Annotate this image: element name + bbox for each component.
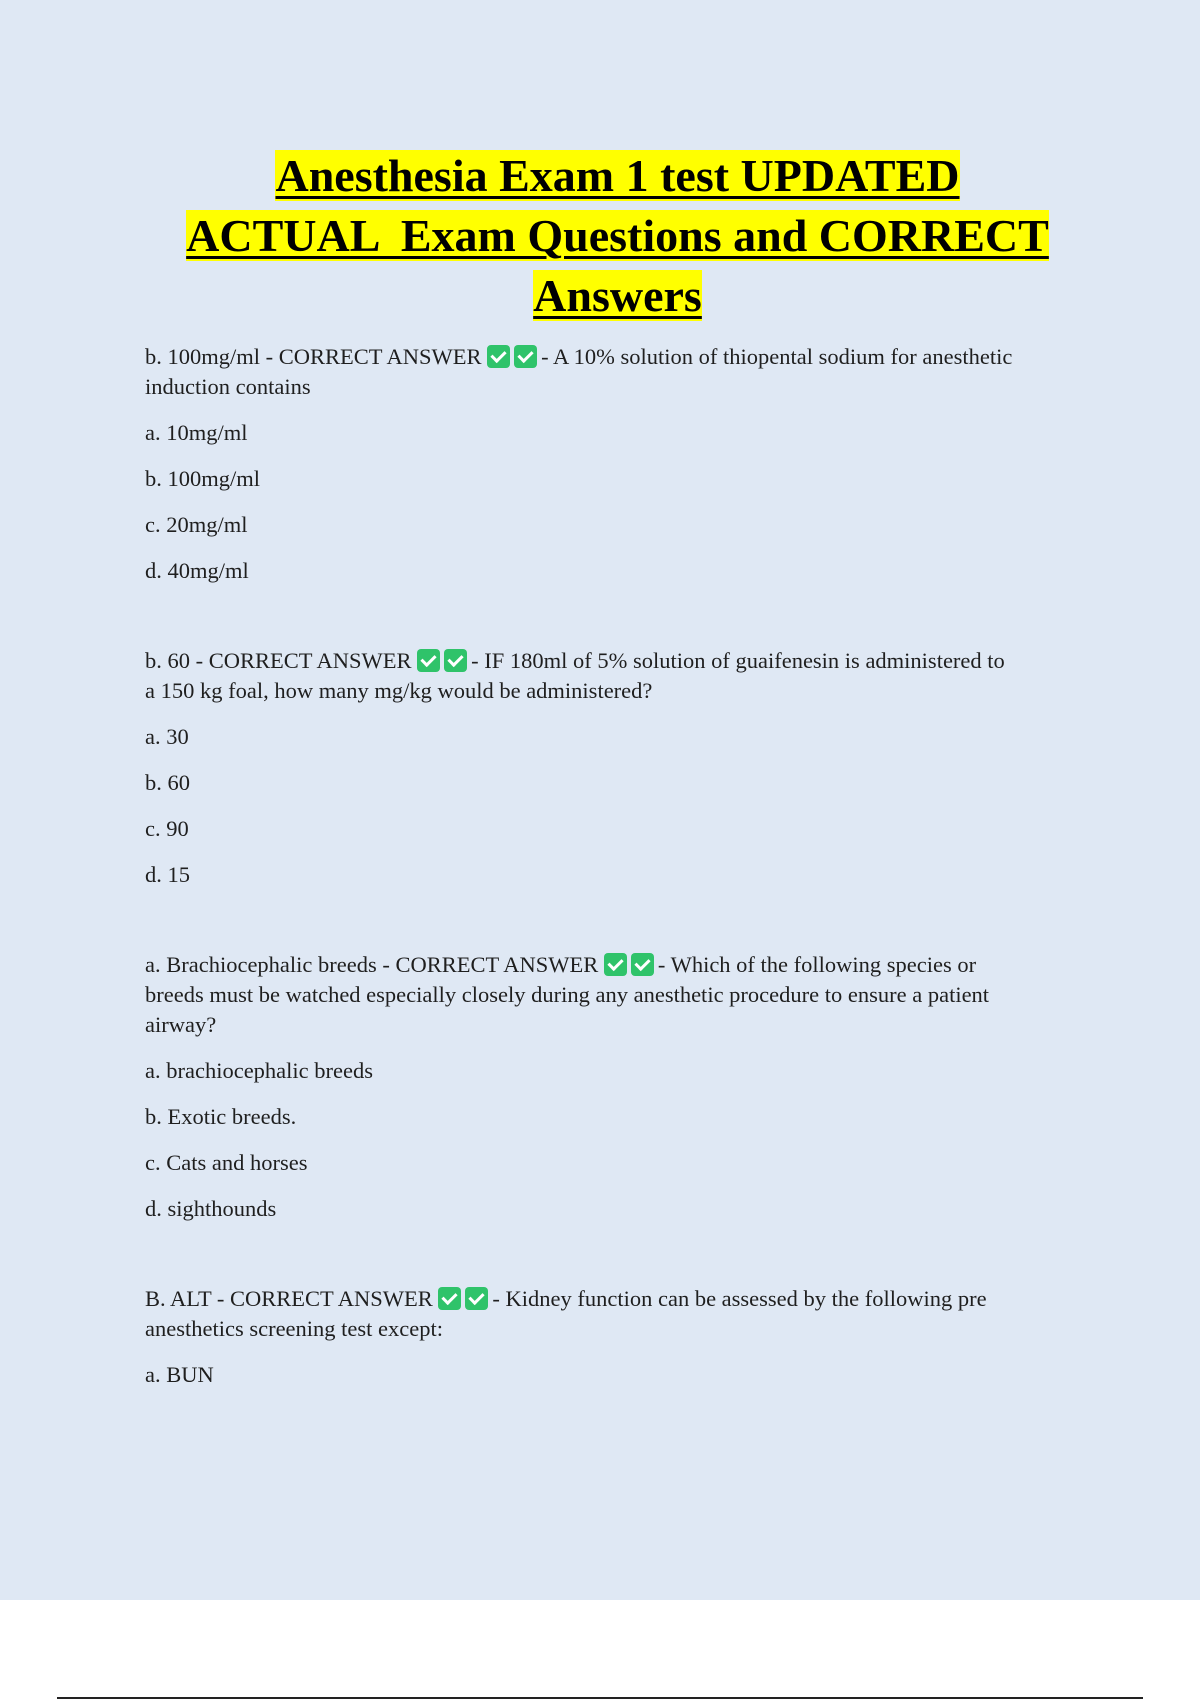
correct-answer-text: b. 60 - CORRECT ANSWER [145, 648, 412, 673]
answer-option: d. sighthounds [145, 1196, 277, 1221]
check-box-icon [438, 1287, 461, 1310]
question-prompt: - IF 180ml of 5% solution of guaifenesin is administered to [471, 648, 1005, 673]
question-prompt-continued: breeds must be watched especially closely during any anesthetic procedure to ensure a patient [145, 982, 990, 1007]
title-line-1: Anesthesia Exam 1 test UPDATED [275, 150, 960, 201]
question-item [145, 342, 1095, 586]
title-line-3: Answers [533, 270, 702, 321]
answer-option: a. BUN [145, 1362, 214, 1387]
check-box-icon [604, 953, 627, 976]
question-item [145, 1284, 1095, 1390]
question-prompt-continued: a 150 kg foal, how many mg/kg would be administered? [145, 678, 653, 703]
question-prompt: - Which of the following species or [657, 952, 977, 977]
answer-option: d. 40mg/ml [145, 558, 249, 583]
correct-answer-text: a. Brachiocephalic breeds - CORRECT ANSWER [145, 952, 599, 977]
title-line-2: ACTUAL Exam Questions and CORRECT [186, 210, 1049, 261]
answer-option: b. 60 [145, 770, 190, 795]
correct-answer-text: B. ALT - CORRECT ANSWER [145, 1286, 433, 1311]
check-box-icon [444, 649, 467, 672]
answer-option: a. 30 [145, 724, 189, 749]
check-box-icon [417, 649, 440, 672]
question-item [145, 646, 1095, 890]
question-item [145, 950, 1095, 1224]
check-box-icon [487, 345, 510, 368]
question-text [145, 342, 1095, 402]
answer-option: a. brachiocephalic breeds [145, 1058, 373, 1083]
answer-option: a. 10mg/ml [145, 420, 248, 445]
question-text [145, 646, 1095, 706]
answer-option: c. 90 [145, 816, 189, 841]
check-box-icon [514, 345, 537, 368]
question-text [145, 1284, 1095, 1344]
answer-option: c. 20mg/ml [145, 512, 248, 537]
correct-answer-text: b. 100mg/ml - CORRECT ANSWER [145, 344, 482, 369]
question-prompt-continued: airway? [145, 1012, 217, 1037]
page-divider [57, 1697, 1143, 1699]
question-prompt: - Kidney function can be assessed by the following pre [492, 1286, 987, 1311]
answer-option: d. 15 [145, 862, 190, 887]
question-prompt: - A 10% solution of thiopental sodium for anesthetic [541, 344, 1013, 369]
question-list [145, 342, 1095, 1390]
check-box-icon [631, 953, 654, 976]
question-prompt-continued: induction contains [145, 374, 311, 399]
answer-option: c. Cats and horses [145, 1150, 308, 1175]
question-text [145, 950, 1095, 1040]
check-box-icon [465, 1287, 488, 1310]
question-prompt-continued: anesthetics screening test except: [145, 1316, 444, 1341]
document-title [100, 146, 1135, 326]
answer-option: b. 100mg/ml [145, 466, 261, 491]
answer-option: b. Exotic breeds. [145, 1104, 297, 1129]
